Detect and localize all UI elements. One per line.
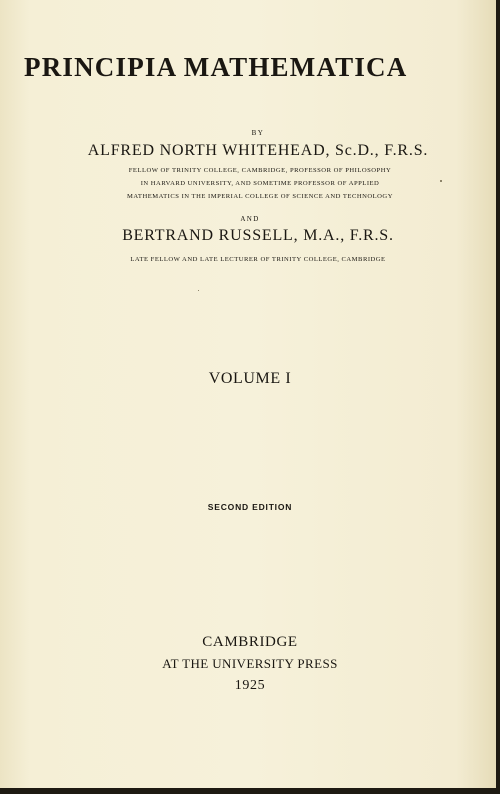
publisher-name: AT THE UNIVERSITY PRESS <box>162 656 338 671</box>
volume-label: VOLUME I <box>208 370 292 387</box>
whitehead-credentials-line: IN HARVARD UNIVERSITY, AND SOMETIME PROFESSOR OF APPLIED <box>140 180 380 187</box>
publication-year: 1925 <box>234 678 266 693</box>
book-title: PRINCIPIA MATHEMATICA <box>24 52 408 82</box>
author-russell: BERTRAND RUSSELL, M.A., F.R.S. <box>122 227 394 244</box>
paper-speck <box>198 290 199 291</box>
scan-edge-bottom <box>0 788 500 794</box>
publisher-city: CAMBRIDGE <box>202 634 298 650</box>
whitehead-credentials-line: FELLOW OF TRINITY COLLEGE, CAMBRIDGE, PROFESSOR OF PHILOSOPHY <box>128 167 392 174</box>
whitehead-credentials-line: MATHEMATICS IN THE IMPERIAL COLLEGE OF SCIENCE AND TECHNOLOGY <box>127 193 393 200</box>
paper-speck <box>440 180 442 182</box>
scan-edge-right <box>496 0 500 794</box>
by-label: BY <box>251 129 265 137</box>
russell-credentials-line: LATE FELLOW AND LATE LECTURER OF TRINITY COLLEGE, CAMBRIDGE <box>130 256 386 263</box>
author-whitehead: ALFRED NORTH WHITEHEAD, Sc.D., F.R.S. <box>87 142 429 159</box>
and-label: AND <box>240 215 260 223</box>
edition-label: SECOND EDITION <box>207 502 293 512</box>
